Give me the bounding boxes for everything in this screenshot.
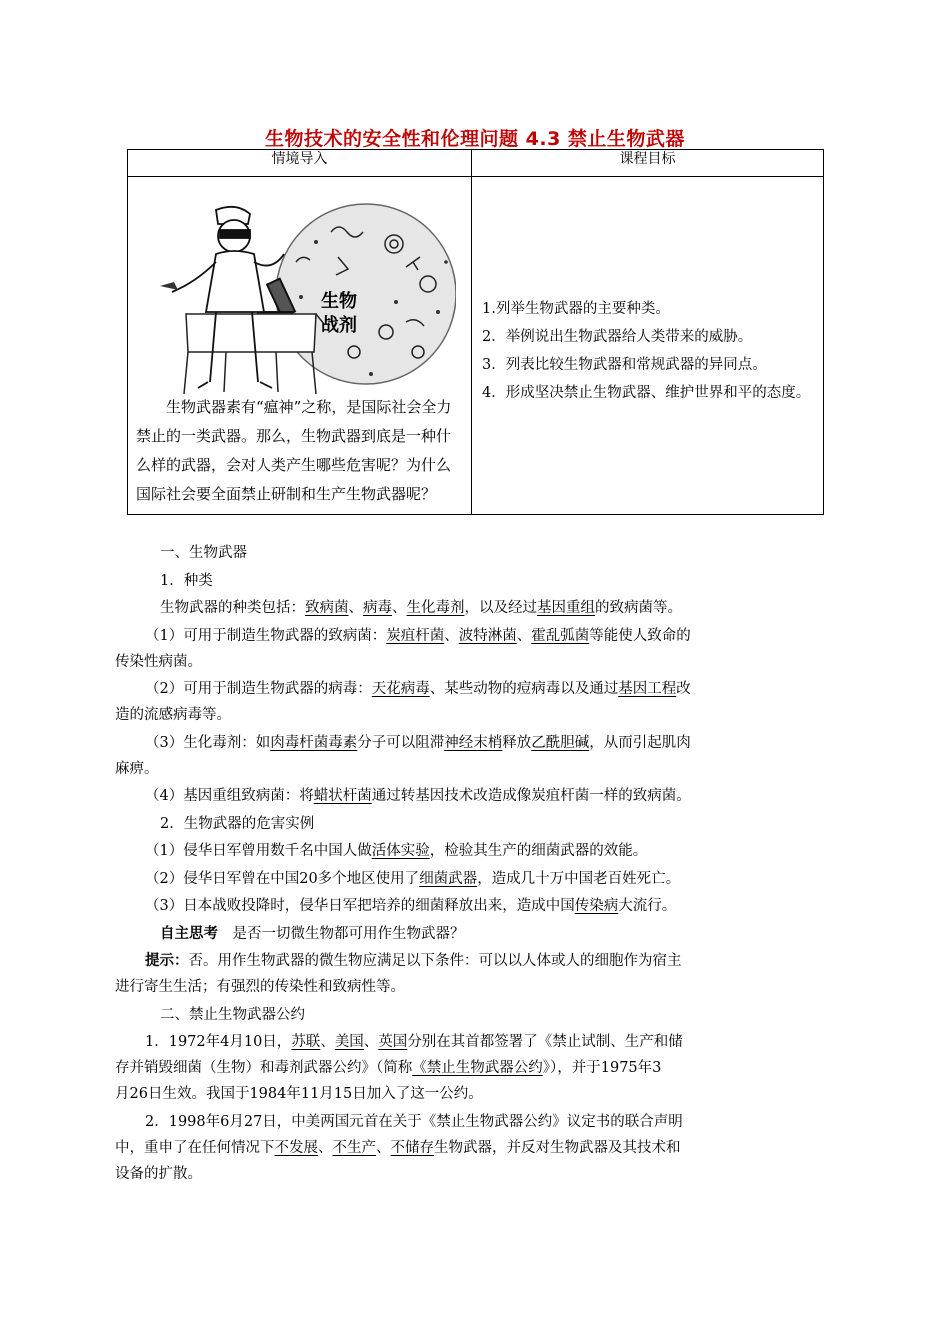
section1-sub2: 2．生物武器的危害实例 (160, 815, 315, 832)
goals-list (482, 295, 813, 407)
section1-sub1: 1．种类 (160, 572, 213, 589)
item1-paragraph: （1）可用于制造生物武器的致病菌：炭疽杆菌、波特淋菌、霍乱弧菌等能使人致命的 传染性病菌。 (115, 627, 691, 670)
hint-paragraph: 提示：否。用作生物武器的微生物应满足以下条件：可以以人体或人的细胞作为宿主 进行寄生生活；有强烈的传染性和致病性等。 (115, 952, 682, 995)
goal-item: 1.列举生物武器的主要种类。 (482, 301, 670, 317)
convention-paragraph-2: 2．1998年6月27日，中美两国元首在关于《禁止生物武器公约》议定书的联合声明 中，重申了在任何情况下不发展、不生产、不储存生物武器，并反对生物武器及其技术和 设备的扩散。 (115, 1113, 683, 1182)
goal-item: 4．形成坚决禁止生物武器、维护世界和平的态度。 (482, 385, 811, 401)
section1-heading: 一、生物武器 (160, 545, 247, 561)
bioweapon-illustration (156, 202, 456, 397)
page-title: 生物技术的安全性和伦理问题 4.3 禁止生物武器 (265, 128, 685, 150)
goals-cell (472, 177, 824, 515)
left-header-cell (128, 150, 472, 177)
kinds-paragraph: 生物武器的种类包括：致病菌、病毒、生化毒剂，以及经过基因重组的致病菌等。 (160, 600, 682, 616)
section2-heading: 二、禁止生物武器公约 (160, 1006, 305, 1023)
left-header: 情境导入 (271, 151, 328, 167)
right-header-cell (472, 150, 824, 177)
convention-paragraph-1: 1．1972年4月10日，苏联、美国、英国分别在其首都签署了《禁止试制、生产和储 存并销毁细菌（生物）和毒剂武器公约》（简称《禁止生物武器公约》），并于1975年3 月26日生效。我国于1984年11月15日加入了这一公约。 (115, 1034, 683, 1102)
intro-text: 生物武器素有“瘟神”之称，是国际社会全力禁止的一类武器。那么，生物武器到底是一种什么样的武器，会对人类产生哪些危害呢？为什么国际社会要全面禁止研制和生产生物武器呢？ (136, 398, 452, 503)
figure-label-1: 生物 (321, 291, 357, 312)
item3-paragraph: （3）生化毒剂：如肉毒杆菌毒素分子可以阻滞神经末梢释放乙酰胆碱，从而引起肌肉 麻痹。 (115, 734, 691, 777)
harm1-paragraph: （1）侵华日军曾用数千名中国人做活体实验，检验其生产的细菌武器的效能。 (145, 843, 648, 859)
think-paragraph: 自主思考 是否一切微生物都可用作生物武器？ (160, 924, 465, 942)
harm3-paragraph: （3）日本战败投降时，侵华日军把培养的细菌释放出来，造成中国传染病大流行。 (145, 898, 677, 914)
right-header: 课程目标 (619, 151, 676, 167)
item4-paragraph: （4）基因重组致病菌：将蜡状杆菌通过转基因技术改造成像炭疽杆菌一样的致病菌。 (145, 788, 691, 804)
main-content (115, 540, 805, 1188)
intro-table (127, 149, 824, 515)
goal-item: 3．列表比较生物武器和常规武器的异同点。 (482, 357, 767, 373)
figure-label-2: 战剂 (321, 315, 357, 336)
scenario-cell (128, 177, 472, 515)
harm2-paragraph: （2）侵华日军曾在中国20多个地区使用了细菌武器，造成几十万中国老百姓死亡。 (145, 870, 681, 887)
goal-item: 2．举例说出生物武器给人类带来的威胁。 (482, 329, 753, 345)
item2-paragraph: （2）可用于制造生物武器的病毒：天花病毒、某些动物的痘病毒以及通过基因工程改 造的流感病毒等。 (115, 681, 691, 723)
